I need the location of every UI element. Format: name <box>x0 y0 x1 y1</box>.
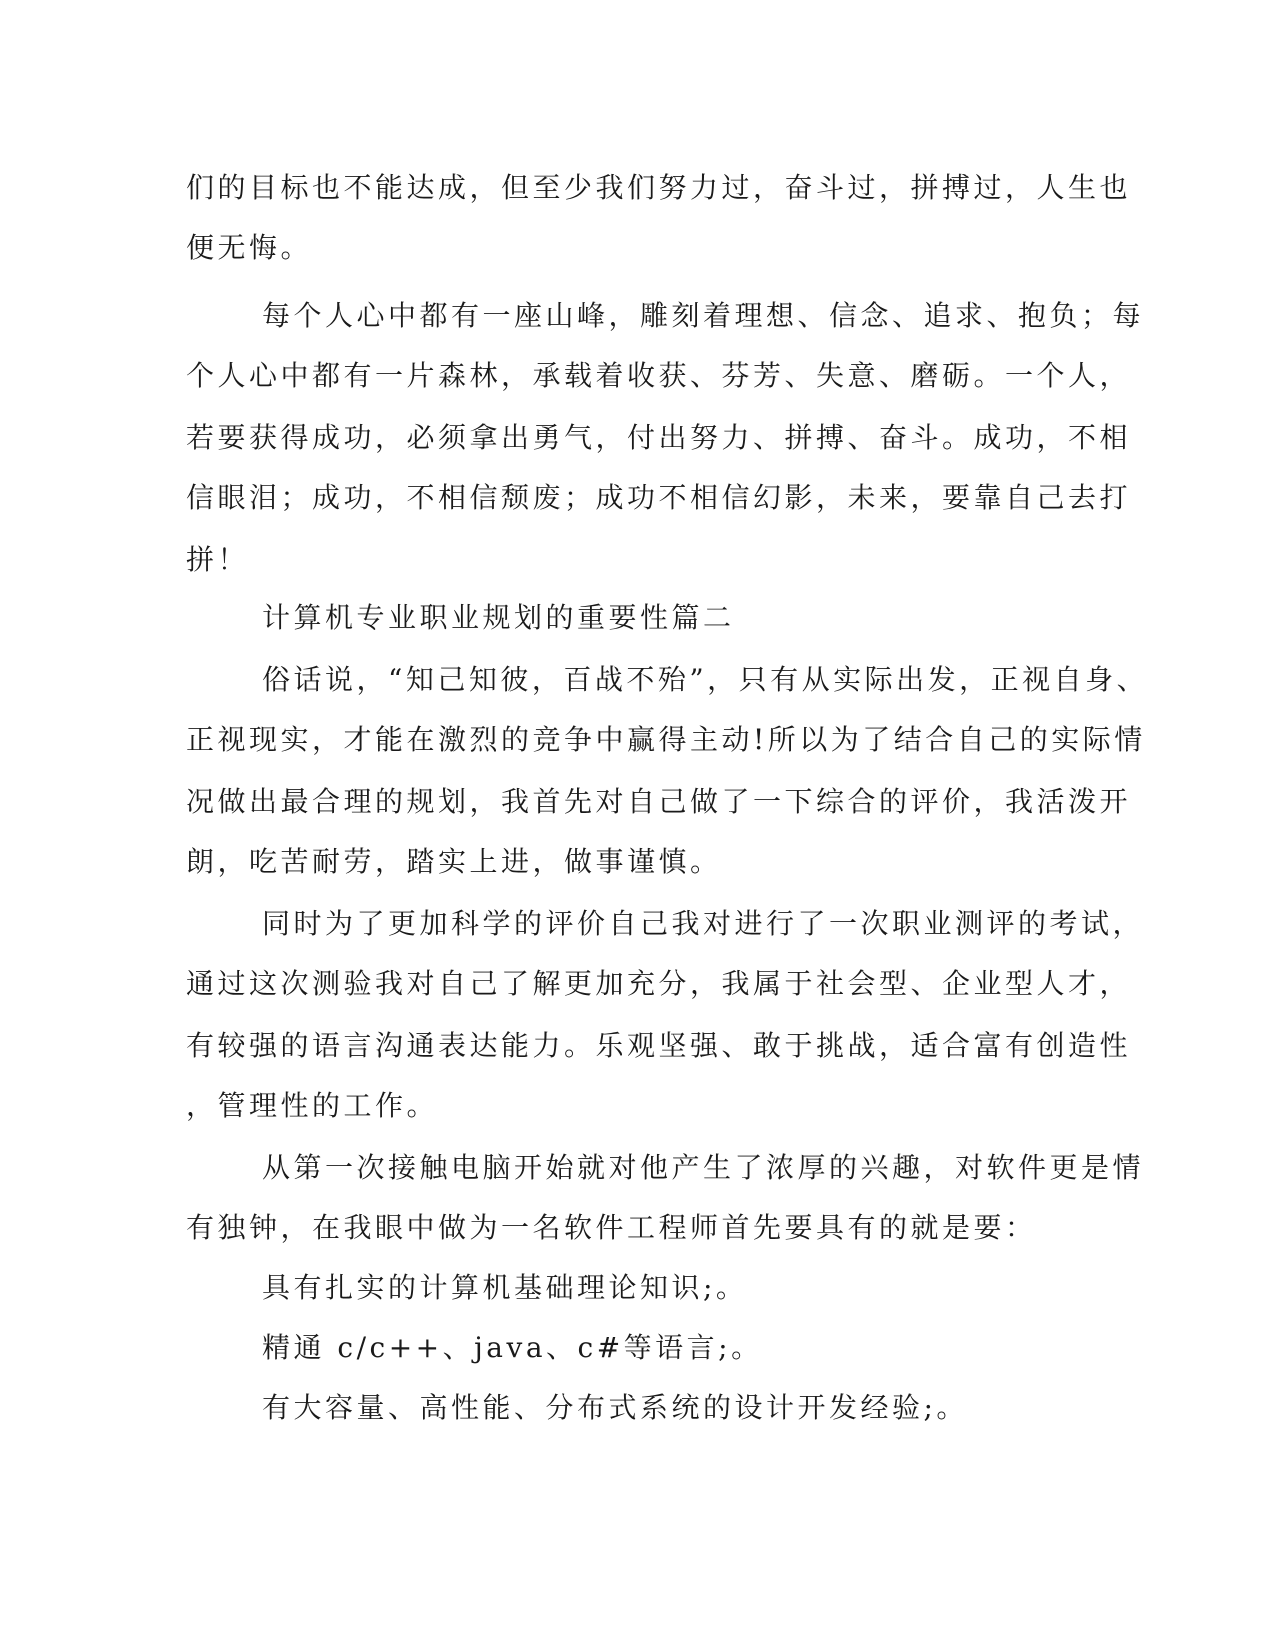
paragraph-line: 信眼泪；成功，不相信颓废；成功不相信幻影，未来，要靠自己去打 <box>186 481 1132 514</box>
paragraph-line: 们的目标也不能达成，但至少我们努力过，奋斗过，拼搏过，人生也 <box>186 171 1132 204</box>
paragraph-line: ，管理性的工作。 <box>186 1089 439 1122</box>
paragraph-line: 每个人心中都有一座山峰，雕刻着理想、信念、追求、抱负；每 <box>262 299 1145 332</box>
paragraph-line: 便无悔。 <box>186 231 313 264</box>
list-item: 具有扎实的计算机基础理论知识;。 <box>262 1271 748 1304</box>
paragraph-line: 同时为了更加科学的评价自己我对进行了一次职业测评的考试， <box>262 907 1145 940</box>
paragraph-line: 朗，吃苦耐劳，踏实上进，做事谨慎。 <box>186 845 722 878</box>
paragraph-line: 若要获得成功，必须拿出勇气，付出努力、拼搏、奋斗。成功，不相 <box>186 421 1132 454</box>
paragraph-line: 有独钟，在我眼中做为一名软件工程师首先要具有的就是要： <box>186 1211 1037 1244</box>
paragraph-line: 从第一次接触电脑开始就对他产生了浓厚的兴趣，对软件更是情 <box>262 1151 1145 1184</box>
paragraph-line: 有较强的语言沟通表达能力。乐观坚强、敢于挑战，适合富有创造性 <box>186 1029 1132 1062</box>
paragraph-line: 正视现实，才能在激烈的竞争中赢得主动!所以为了结合自己的实际情 <box>186 723 1146 756</box>
paragraph-line: 俗话说，“知己知彼，百战不殆”，只有从实际出发，正视自身、 <box>262 663 1149 696</box>
list-item: 有大容量、高性能、分布式系统的设计开发经验;。 <box>262 1391 968 1424</box>
paragraph-line: 拼！ <box>186 543 250 576</box>
paragraph-line: 个人心中都有一片森林，承载着收获、芬芳、失意、磨砺。一个人， <box>186 359 1132 392</box>
section-heading: 计算机专业职业规划的重要性篇二 <box>262 601 735 634</box>
paragraph-line: 通过这次测验我对自己了解更加充分，我属于社会型、企业型人才， <box>186 967 1132 1000</box>
list-item: 精通 c/c++、java、c#等语言;。 <box>262 1331 763 1364</box>
paragraph-line: 况做出最合理的规划，我首先对自己做了一下综合的评价，我活泼开 <box>186 785 1132 818</box>
